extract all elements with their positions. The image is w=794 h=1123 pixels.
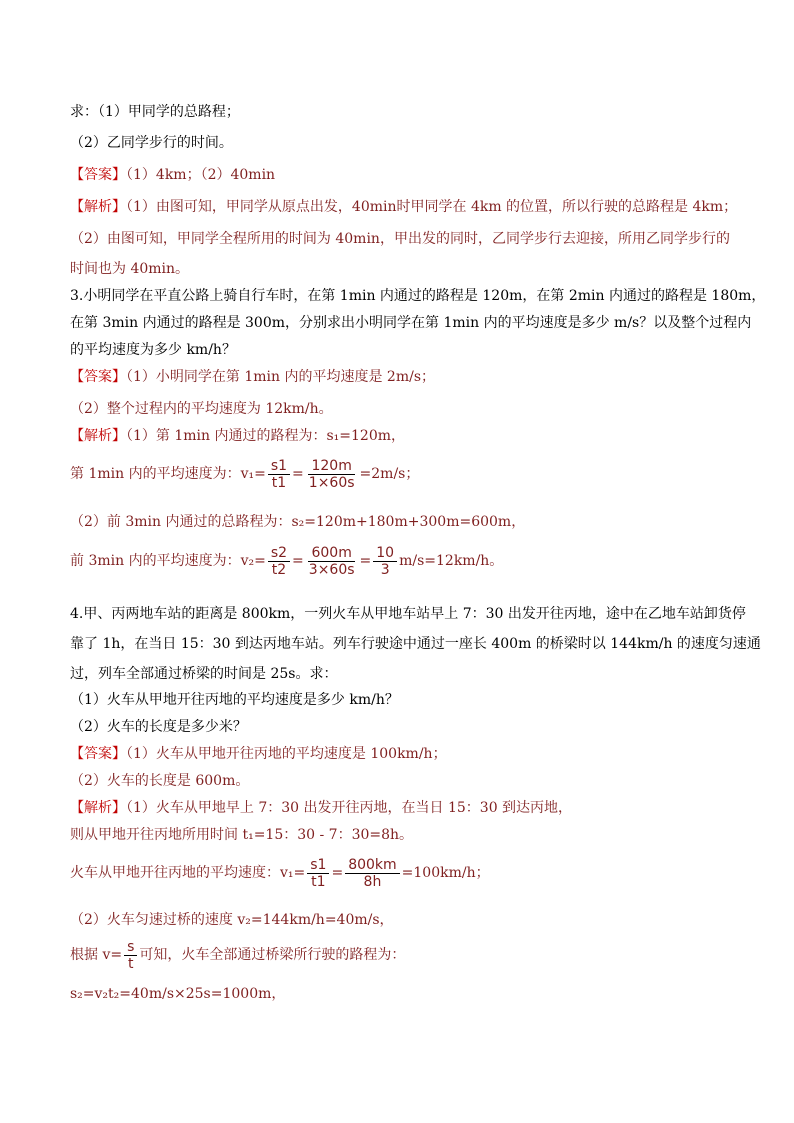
analysis-tag: 【解析】 [70,800,126,816]
formula-v2-line: 前 3min 内的平均速度为：v₂= $\frac{s2}{t2}$ = $\frac{600m}{3\times 60s}$ = $\frac{10}{3}$ m/s=12km/h。 [70,544,504,578]
analysis-4-line-3: （2）火车匀速过桥的速度 v₂=144km/h=40m/s， [70,912,394,928]
analysis-text: （1）第 1min 内通过的路程为：s₁=120m， [126,428,406,444]
analysis-text: （1）火车从甲地早上 7：30 出发开往丙地，在当日 15：30 到达丙地， [126,800,573,816]
answer-4-line-2: （2）火车的长度是 600m。 [70,773,250,789]
analysis-4-line-4: s₂=v₂t₂=40m/s×25s=1000m， [70,986,286,1002]
analysis-3-line [70,426,405,446]
analysis-text: （1）由图可知，甲同学从原点出发，40min时甲同学在 4km 的位置，所以行驶的总路程是 4km； [126,199,738,215]
fraction-s1-t1: $\frac{s1}{t1}$ [268,458,290,491]
analysis-4-line-2: 则从甲地开往丙地所用时间 t₁=15：30 - 7：30=8h。 [70,827,414,843]
answer-text: （1）火车从甲地开往丙地的平均速度是 100km/h； [126,746,447,762]
fraction-s-t: $\frac{s}{t}$ [124,939,137,972]
formula-v1-train-line: 火车从甲地开往丙地的平均速度：v₁= $\frac{s1}{t1}$ = $\frac{800km}{8h}$ =100km/h； [70,856,490,890]
question-3-line-1: 3.小明同学在平直公路上骑自行车时，在第 1min 内通过的路程是 120m，在第 2min 内通过的路程是 180m， [70,288,766,304]
answer-line [70,165,275,185]
question-4-part-1: （1）火车从甲地开往丙地的平均速度是多少 km/h？ [70,692,399,708]
analysis-line-3: 时间也为 40min。 [70,261,190,277]
question-3-line-2: 在第 3min 内通过的路程是 300m，分别求出小明同学在第 1min 内的平均速度是多少 m/s？以及整个过程内 [70,315,752,331]
question-4-part-2: （2）火车的长度是多少米？ [70,719,247,735]
question-4-line-1: 4.甲、丙两地车站的距离是 800km，一列火车从甲地车站早上 7：30 出发开往丙地，途中在乙地车站卸货停 [70,606,746,622]
question-4-line-3: 过，列车全部通过桥梁的时间是 25s。求： [70,666,338,682]
formula-v1-line: 第 1min 内的平均速度为：v₁= $\frac{s1}{t1}$ = $\frac{120m}{1\times 60s}$ =2m/s； [70,457,420,491]
fraction-120m: $\frac{120m}{1\times 60s}$ [308,457,355,491]
analysis-tag: 【解析】 [70,199,126,215]
fraction-s1-t1: $\frac{s1}{t1}$ [307,857,329,890]
answer-3-line-2: （2）整个过程内的平均速度为 12km/h。 [70,401,333,417]
fraction-10-3: $\frac{10}{3}$ [373,545,397,578]
answer-text: （1）4km；（2）40min [126,167,276,183]
analysis-line [70,197,737,217]
formula-v-line: 根据 v= $\frac{s}{t}$ 可知，火车全部通过桥梁所行驶的路程为： [70,938,406,972]
question-part-2: （2）乙同学步行的时间。 [70,135,233,151]
analysis-3-line-2: （2）前 3min 内通过的总路程为：s₂=120m+180m+300m=600m， [70,514,526,530]
question-part-1: 求：（1）甲同学的总路程； [70,104,240,120]
analysis-line-2: （2）由图可知，甲同学全程所用的时间为 40min，甲出发的同时，乙同学步行去迎接，所用乙同学步行的 [70,231,730,247]
fraction-600m: $\frac{600m}{3\times 60s}$ [308,544,355,578]
answer-4-line [70,744,447,764]
answer-3-line [70,367,435,387]
answer-tag: 【答案】 [70,167,126,183]
answer-tag: 【答案】 [70,369,126,385]
answer-text: （1）小明同学在第 1min 内的平均速度是 2m/s； [126,369,436,385]
question-3-line-3: 的平均速度为多少 km/h？ [70,342,236,358]
answer-tag: 【答案】 [70,746,126,762]
question-4-line-2: 靠了 1h，在当日 15：30 到达丙地车站。列车行驶途中通过一座长 400m 的桥梁时以 144km/h 的速度匀速通 [70,636,761,652]
analysis-4-line [70,798,572,818]
analysis-tag: 【解析】 [70,428,126,444]
fraction-s2-t2: $\frac{s2}{t2}$ [268,545,290,578]
fraction-800km: $\frac{800km}{8h}$ [345,857,399,890]
